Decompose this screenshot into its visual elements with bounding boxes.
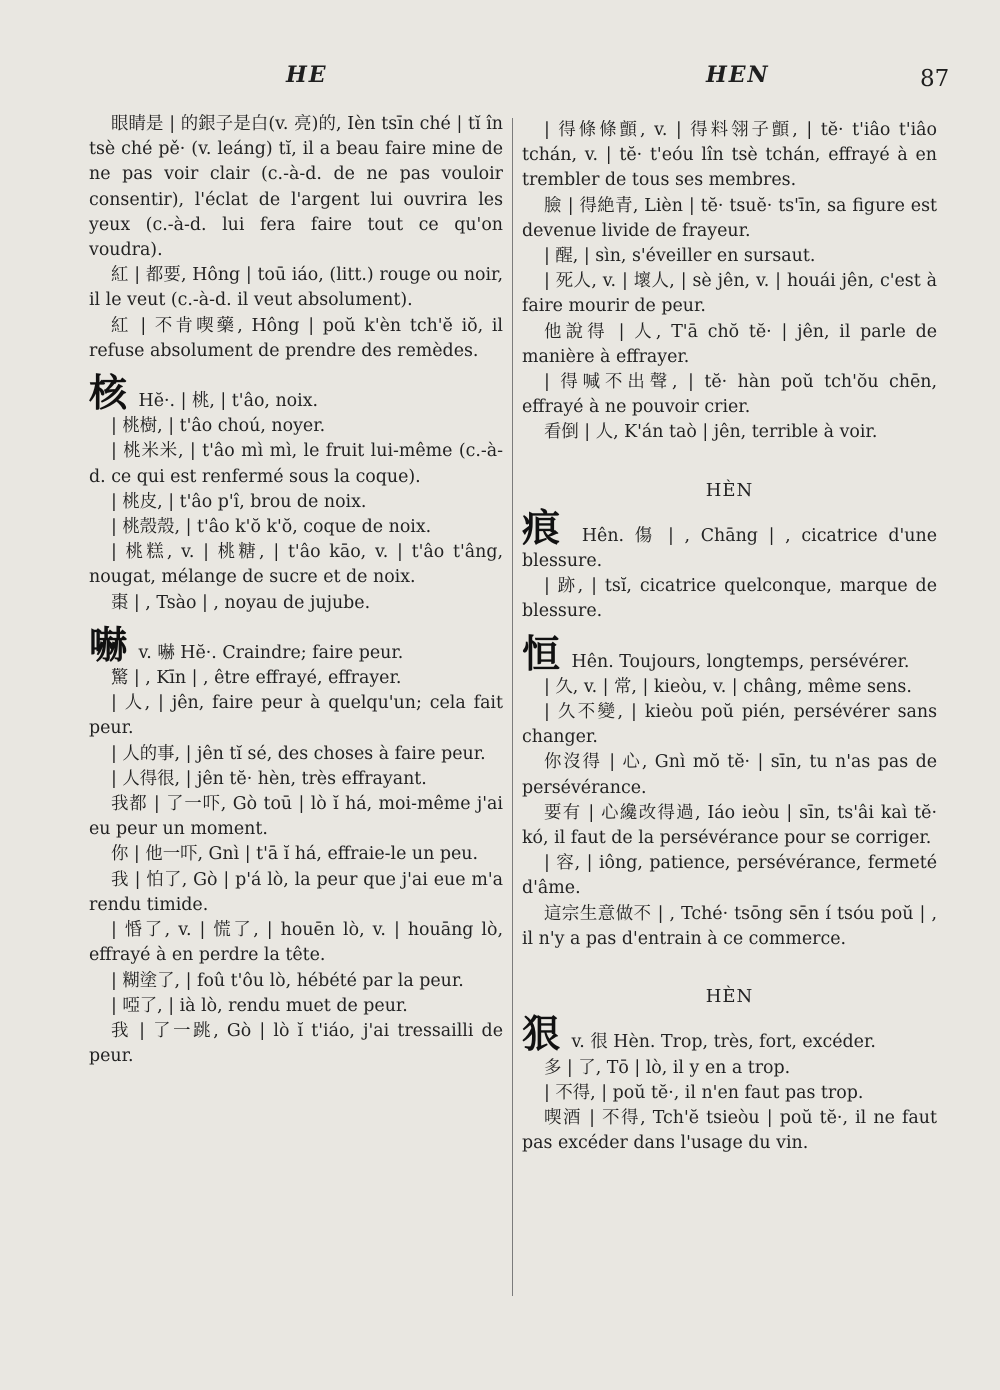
entry-17: 你 | 他一吓, Gnì | t'ā ĭ há, effraie-le un peu. (111, 844, 479, 865)
entry-19: | 惛了, v. | 慌了, | houēn lò, v. | houāng lò, effrayé à en perdre la tête. (89, 920, 503, 966)
entry-r15: 要有 | 心纔改得過, Iáo ieòu | sīn, ts'âi kaì tĕ· kó, il faut de la persévérance pour se corriger. (522, 802, 937, 849)
big-character: 嚇 (89, 622, 128, 667)
entry-head-he: 嚇 v. 嚇 Hĕ·. Craindre; faire peur. (89, 622, 404, 667)
entry-3: 紅 | 不肯喫藥, Hông | poŭ k'èn tch'ĕ iŏ, il refuse absolument de prendre des remèdes. (89, 315, 503, 361)
entry-r21: | 不得, | poŭ tĕ·, il n'en faut pas trop. (544, 1082, 864, 1103)
big-character: 恒 (522, 631, 561, 676)
entry-15: | 人得很, | jên tĕ· hèn, très effrayant. (111, 768, 427, 789)
entry-r22: 喫酒 | 不得, Tch'ĕ tsieòu | poŭ tĕ·, il ne faut pas excéder dans l'usage du vin. (522, 1107, 937, 1154)
entry-2: 紅 | 都要, Hông | toū iáo, (litt.) rouge ou noir, il le veut (c.-à-d. il veut absolument). (89, 265, 503, 311)
entry-r7: 看倒 | 人, K'án taò | jên, terrible à voir. (544, 422, 878, 443)
left-column (89, 112, 503, 1069)
entry-r1: | 得條條顫, v. | 得料翎子顫, | tĕ· t'iâo t'iâo tchán, v. | tĕ· t'eóu lîn tsè tchán, effrayé à en trembler de tous ses membres. (522, 120, 937, 191)
entry-head-hen-1: 痕 Hên. 傷 | , Chāng | , cicatrice d'une blessure. (522, 505, 937, 572)
entry-18: 我 | 怕了, Gò | p'á lò, la peur que j'ai eue m'a rendu timide. (89, 869, 503, 915)
entry-r16: | 容, | iông, patience, persévérance, fermeté d'âme. (522, 853, 937, 899)
entry-head-hé: 核 Hĕ·. | 桃, | t'âo, noix. (89, 371, 319, 416)
column-rule (512, 118, 513, 1296)
entry-13: | 人, | jên, faire peur à quelqu'un; cela fait peur. (89, 693, 503, 739)
entry-6: | 桃米米, | t'âo mì mì, le fruit lui-même (c.-à-d. ce qui est renfermé sous la coque). (89, 441, 503, 487)
entry-20: | 糊塗了, | foû t'ôu lò, hébété par la peur. (111, 970, 464, 991)
section-heading: HÈN (705, 479, 754, 501)
running-head-right: HEN (706, 62, 770, 88)
entry-22: 我 | 了一跳, Gò | lò ĭ t'iáo, j'ai tressailli de peur. (89, 1020, 503, 1067)
entry-r14: 你沒得 | 心, Gnì mŏ tĕ· | sīn, tu n'as pas de persévérance. (522, 752, 937, 798)
big-character: 痕 (522, 505, 566, 550)
entry-r13: | 久不變, | kieòu poŭ pién, persévérer sans changer. (522, 702, 937, 748)
entry-r3: | 醒, | sìn, s'éveiller en sursaut. (544, 246, 816, 267)
big-character: 狠 (522, 1012, 561, 1057)
entry-r2: 臉 | 得絶青, Lièn | tĕ· tsuĕ· ts'īn, sa figure est devenue livide de frayeur. (522, 195, 937, 241)
entry-r12: | 久, v. | 常, | kieòu, v. | châng, même sens. (544, 676, 912, 697)
entry-9: | 桃糕, v. | 桃糖, | t'âo kāo, v. | t'âo t'âng, nougat, mélange de sucre et de noix. (89, 542, 503, 588)
entry-21: | 啞了, | ià lò, rendu muet de peur. (111, 995, 408, 1016)
entry-10: 棗 | , Tsào | , noyau de jujube. (111, 592, 371, 613)
entry-r17: 這宗生意做不 | , Tché· tsōng sēn í tsóu poŭ | , il n'y a pas d'entrain à ce commerce. (522, 903, 937, 949)
entry-5: | 桃樹, | t'âo choú, noyer. (111, 416, 326, 437)
right-column (522, 118, 937, 1156)
section-heading: HÈN (705, 986, 754, 1008)
entry-8: | 桃殼殼, | t'âo k'ŏ k'ŏ, coque de noix. (111, 517, 432, 538)
entry-head-hen-2: 恒 Hên. Toujours, longtemps, persévérer. (522, 631, 910, 676)
page-number: 87 (920, 66, 950, 92)
entry-1: 眼睛是 | 的銀子是白(v. 亮)的, Ièn tsīn ché | tĭ în tsè ché pě· (v. leáng) tĭ, il a beau faire mine de ne pas voir clair (c.-à-d. de ne pas vouloir consentir), l'éclat de l'argent lui ouvrira les yeux (c.-à-d. lui fera faire tout ce qu'on voudra). (89, 114, 503, 261)
running-head-left: HE (286, 62, 328, 88)
entry-16: 我都 | 了一吓, Gò toū | lò ĭ há, moi-même j'ai eu peur un moment. (89, 794, 503, 840)
big-character: 核 (89, 371, 128, 416)
entry-r4: | 死人, v. | 壞人, | sè jên, v. | houái jên, c'est à faire mourir de peur. (522, 271, 937, 317)
entry-r5: 他說得 | 人, T'ā chŏ tĕ· | jên, il parle de manière à effrayer. (522, 321, 937, 367)
entry-14: | 人的事, | jên tĭ sé, des choses à faire peur. (111, 743, 486, 764)
entry-12: 驚 | , Kīn | , être effrayé, effrayer. (111, 668, 402, 689)
entry-r20: 多 | 了, Tō | lò, il y en a trop. (544, 1057, 791, 1078)
entry-r10: | 跡, | tsĭ, cicatrice quelconque, marque de blessure. (522, 576, 937, 622)
entry-7: | 桃皮, | t'âo p'î, brou de noix. (111, 491, 367, 512)
entry-r6: | 得喊不出聲, | tĕ· hàn poŭ tch'ŏu chēn, effrayé à ne pouvoir crier. (522, 372, 937, 418)
entry-head-hen-3: 狠 v. 很 Hèn. Trop, très, fort, excéder. (522, 1012, 876, 1057)
